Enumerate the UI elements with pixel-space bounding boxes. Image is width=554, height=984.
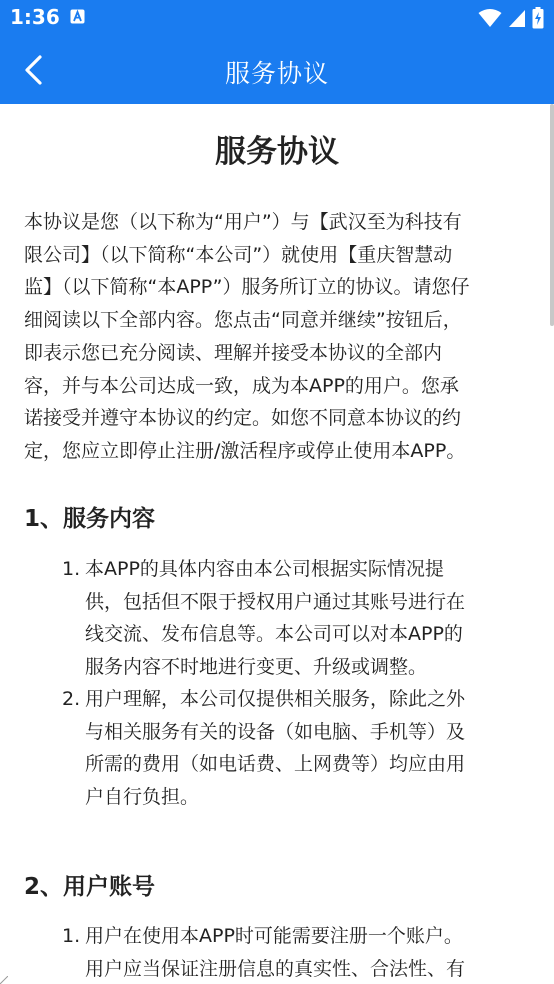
list-item-line: 供，包括但不限于授权用户通过其账号进行在 xyxy=(85,590,466,613)
list-item-line: 线交流、发布信息等。本公司可以对本APP的 xyxy=(85,623,463,645)
battery-charging-icon xyxy=(532,7,544,29)
list-item-line: 服务内容不时地进行变更、升级或调整。 xyxy=(85,655,428,678)
list-item-line: 用户应当保证注册信息的真实性、合法性、有 xyxy=(85,957,466,980)
intro-paragraph xyxy=(24,206,534,468)
intro-line: 细阅读以下全部内容。您点击“同意并继续”按钮后， xyxy=(24,309,462,332)
user-account-list xyxy=(0,920,554,984)
list-item-number: 2. xyxy=(62,688,81,710)
list-item-line: 与相关服务有关的设备（如电脑、手机等）及 xyxy=(85,720,466,743)
intro-line: 容，并与本公司达成一致，成为本APP的用户。您承 xyxy=(24,374,459,397)
list-item-line: 所需的费用（如电话费、上网费等）均应由用 xyxy=(85,753,466,775)
section-heading-service-content: 1、服务内容 xyxy=(24,506,156,532)
vertical-scrollbar[interactable] xyxy=(550,104,554,326)
list-item-line: 用户在使用本APP时可能需要注册一个账户。 xyxy=(85,925,463,947)
section-heading-user-account: 2、用户账号 xyxy=(24,874,156,900)
list-item-number: 1. xyxy=(62,558,81,580)
list-item-line: 户自行负担。 xyxy=(85,785,200,808)
intro-line: 诺接受并遵守本协议的约定。如您不同意本协议的约 xyxy=(24,407,462,430)
wifi-icon xyxy=(478,8,502,28)
list-item xyxy=(0,683,520,813)
list-item-line: 本APP的具体内容由本公司根据实际情况提 xyxy=(85,558,444,580)
agreement-content[interactable] xyxy=(0,104,554,984)
list-item xyxy=(0,553,520,683)
document-title: 服务协议 xyxy=(215,134,339,170)
a-letter-icon xyxy=(70,9,85,24)
list-item-line: 用户理解，本公司仅提供相关服务，除此之外 xyxy=(85,688,466,710)
corner-mark-icon xyxy=(0,976,8,984)
status-bar xyxy=(0,0,554,36)
intro-line: 限公司】（以下简称“本公司”）就使用【重庆智慧动 xyxy=(24,243,453,266)
intro-line: 监】（以下简称“本APP”）服务所订立的协议。请您仔 xyxy=(24,276,470,299)
list-item xyxy=(0,920,520,984)
app-bar xyxy=(0,36,554,104)
intro-line: 定，您应立即停止注册/激活程序或停止使用本APP。 xyxy=(24,439,466,462)
service-content-list xyxy=(0,553,554,813)
cellular-signal-icon xyxy=(508,8,526,28)
list-item-number: 1. xyxy=(62,925,81,947)
intro-line: 即表示您已充分阅读、理解并接受本协议的全部内 xyxy=(24,341,443,364)
status-time: 1:36 xyxy=(10,5,60,29)
status-icons xyxy=(478,6,544,30)
app-bar-title: 服务协议 xyxy=(224,59,329,88)
intro-line: 本协议是您（以下称为“用户”）与【武汉至为科技有 xyxy=(24,211,462,233)
